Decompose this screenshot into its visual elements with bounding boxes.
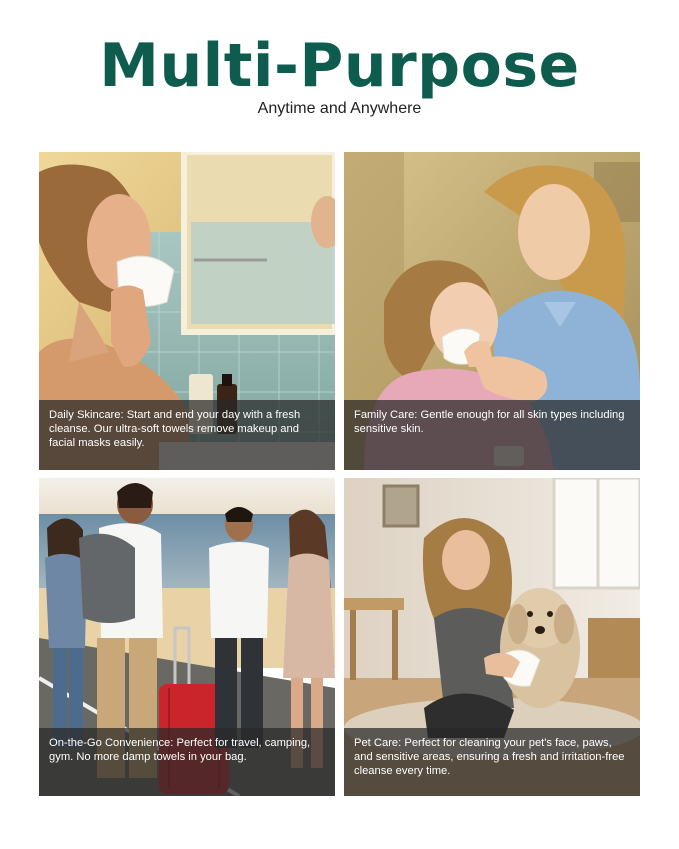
page-title: Multi-Purpose xyxy=(99,31,580,101)
caption-pet-care: Pet Care: Perfect for cleaning your pet's face, paws, and sensitive areas, ensuring a fresh and irritation-free cleanse every time. xyxy=(344,728,640,796)
caption-on-the-go: On-the-Go Convenience: Perfect for travel, camping, gym. No more damp towels in your bag. xyxy=(39,728,335,796)
page-subtitle: Anytime and Anywhere xyxy=(257,100,422,117)
tile-on-the-go xyxy=(39,478,335,796)
caption-family-care: Family Care: Gentle enough for all skin types including sensitive skin. xyxy=(344,400,640,470)
tile-family-care xyxy=(344,152,640,470)
tile-daily-skincare xyxy=(39,152,335,470)
caption-daily-skincare: Daily Skincare: Start and end your day with a fresh cleanse. Our ultra-soft towels remove makeup and facial masks easily. xyxy=(39,400,335,470)
tile-pet-care xyxy=(344,478,640,796)
